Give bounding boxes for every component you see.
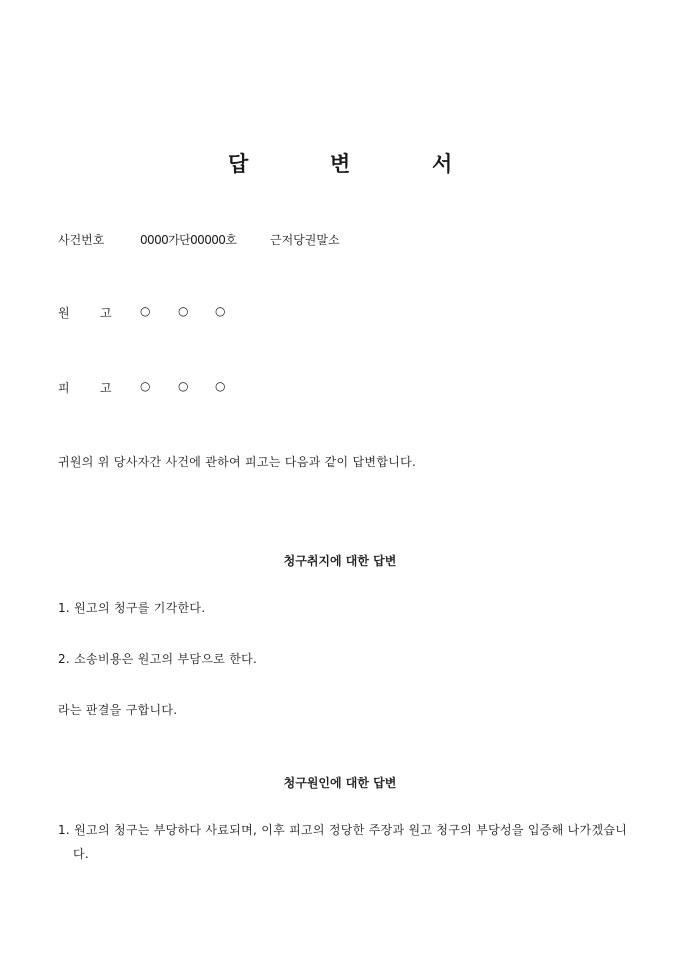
title-char-2: 변 <box>330 151 351 176</box>
claim-cause-heading: 청구원인에 대한 답변 <box>283 776 397 790</box>
defendant-name-char-2: ○ <box>178 379 189 393</box>
case-number-label: 사건번호 <box>58 233 105 247</box>
defendant-label-char-1: 피 <box>58 381 70 395</box>
claim-purpose-closing: 라는 판결을 구합니다. <box>58 703 178 717</box>
case-name: 근저당권말소 <box>270 233 340 247</box>
plaintiff-name-char-2: ○ <box>178 304 189 318</box>
case-number-value: 0000가단00000호 <box>140 233 237 247</box>
claim-purpose-heading: 청구취지에 대한 답변 <box>283 554 397 568</box>
plaintiff-label-char-2: 고 <box>100 306 112 320</box>
plaintiff-label-char-1: 원 <box>58 306 70 320</box>
intro-paragraph: 귀원의 위 당사자간 사건에 관하여 피고는 다음과 같이 답변합니다. <box>58 455 417 469</box>
title-char-3: 서 <box>432 151 453 176</box>
claim-purpose-item-1: 1. 원고의 청구를 기각한다. <box>58 601 206 615</box>
plaintiff-name-char-1: ○ <box>140 304 151 318</box>
title-char-1: 답 <box>228 151 249 176</box>
document-title <box>0 148 680 178</box>
defendant-name-char-1: ○ <box>140 379 151 393</box>
defendant-name-char-3: ○ <box>215 379 226 393</box>
claim-purpose-item-2: 2. 소송비용은 원고의 부담으로 한다. <box>58 652 258 666</box>
claim-cause-item-1: 1. 원고의 청구는 부당하다 사료되며, 이후 피고의 정당한 주장과 원고 청구의 부당성을 입증해 나가겠습니다. <box>58 823 628 861</box>
defendant-label-char-2: 고 <box>100 381 112 395</box>
plaintiff-name-char-3: ○ <box>215 304 226 318</box>
